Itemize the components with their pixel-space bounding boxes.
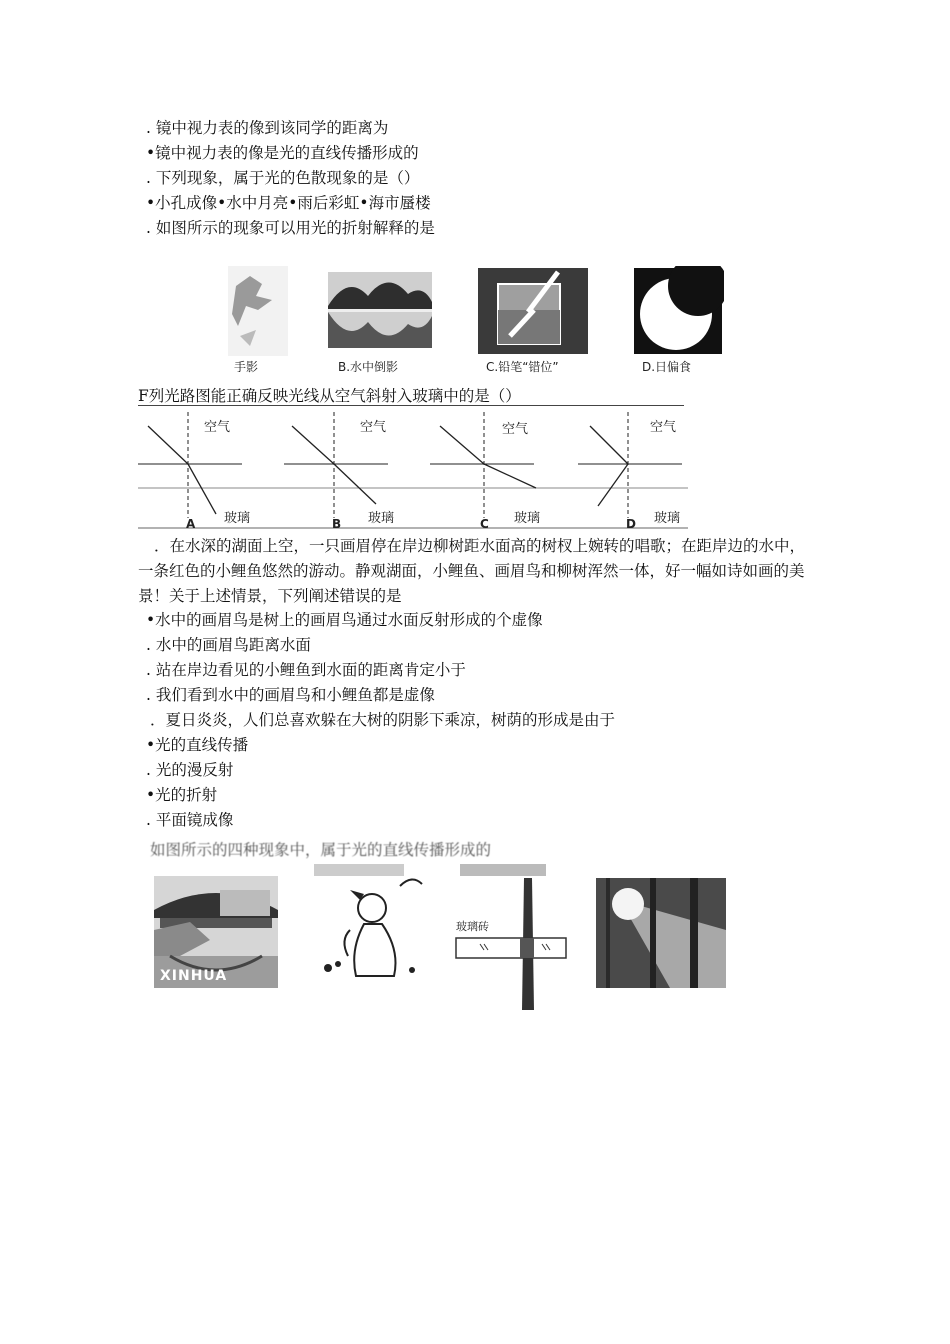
photo-row-straight-line [150,860,730,1030]
glass-label-a: 玻璃 [224,511,251,526]
watermark-xinhua: XINHUA [160,968,228,984]
option-line-8: . 平面镜成像 [146,811,234,829]
photo-pencil-glass-brick [456,864,566,1010]
paragraph-bird: ．在水深的湖面上空，一只画眉停在岸边柳树距水面高的树杈上婉转的唱歌；在距岸边的水中，一条红色的小鲤鱼悠然的游动。静观湖面，小鲤鱼、画眉鸟和柳树浑然一体，好一幅如诗如画的美景！关于上述情景，下列阐述错误的是 [138,537,806,605]
text-line-5: . 如图所示的现象可以用光的折射解释的是 [146,219,435,237]
option-line-1: •水中的画眉鸟是树上的画眉鸟通过水面反射形成的个虚像 [146,611,543,629]
air-label-b: 空气 [360,420,387,435]
letter-a: A [186,517,196,531]
air-label-d: 空气 [650,420,677,435]
photo-row-straight-line-svg [150,860,730,1030]
glass-label-c: 玻璃 [514,511,541,526]
air-label-c: 空气 [502,422,529,437]
text-line-3: . 下列现象，属于光的色散现象的是（） [146,169,420,187]
question-straight-line: 如图所示的四种现象中，属于光的直线传播形成的 [150,841,492,859]
text-line-1: . 镜中视力表的像到该同学的距离为 [146,119,389,137]
ray-diagrams [138,408,688,532]
option-line-7: •光的折射 [146,786,218,804]
option-line-4: . 我们看到水中的画眉鸟和小鲤鱼都是虚像 [146,686,435,704]
question-tree-shade: ．夏日炎炎，人们总喜欢躲在大树的阴影下乘凉，树荫的形成是由于 [150,711,616,729]
photo-partial-eclipse [634,266,724,354]
question-light-path: F列光路图能正确反映光线从空气斜射入玻璃中的是（） [138,387,521,405]
glass-label-b: 玻璃 [368,511,395,526]
photo-water-reflection [328,272,432,348]
photo-sunbeams-forest [596,878,726,988]
divider-top [138,405,684,406]
option-line-2: . 水中的画眉鸟距离水面 [146,636,311,654]
caption-hand-shadow: 手影 [234,360,259,374]
text-line-2: •镜中视力表的像是光的直线传播形成的 [146,144,419,162]
letter-d: D [626,517,636,531]
air-label-a: 空气 [204,420,231,435]
glass-brick-label: 玻璃砖 [456,920,489,933]
photo-pencil-glass [478,268,588,354]
photo-cartoon-figure [314,864,422,976]
letter-c: C [480,517,489,531]
text-line-4: •小孔成像•水中月亮•雨后彩虹•海市蜃楼 [146,194,431,212]
photo-row-refraction [228,266,724,376]
caption-pencil: C.铅笔“错位” [486,360,559,374]
caption-eclipse: D.日偏食 [642,360,692,374]
caption-water-reflection: B.水中倒影 [338,360,399,374]
letter-b: B [332,517,342,531]
option-line-3: . 站在岸边看见的小鲤鱼到水面的距离肯定小于 [146,661,466,679]
option-line-6: . 光的漫反射 [146,761,234,779]
option-line-5: •光的直线传播 [146,736,249,754]
glass-label-d: 玻璃 [654,511,681,526]
photo-hand-shadow [228,266,288,356]
